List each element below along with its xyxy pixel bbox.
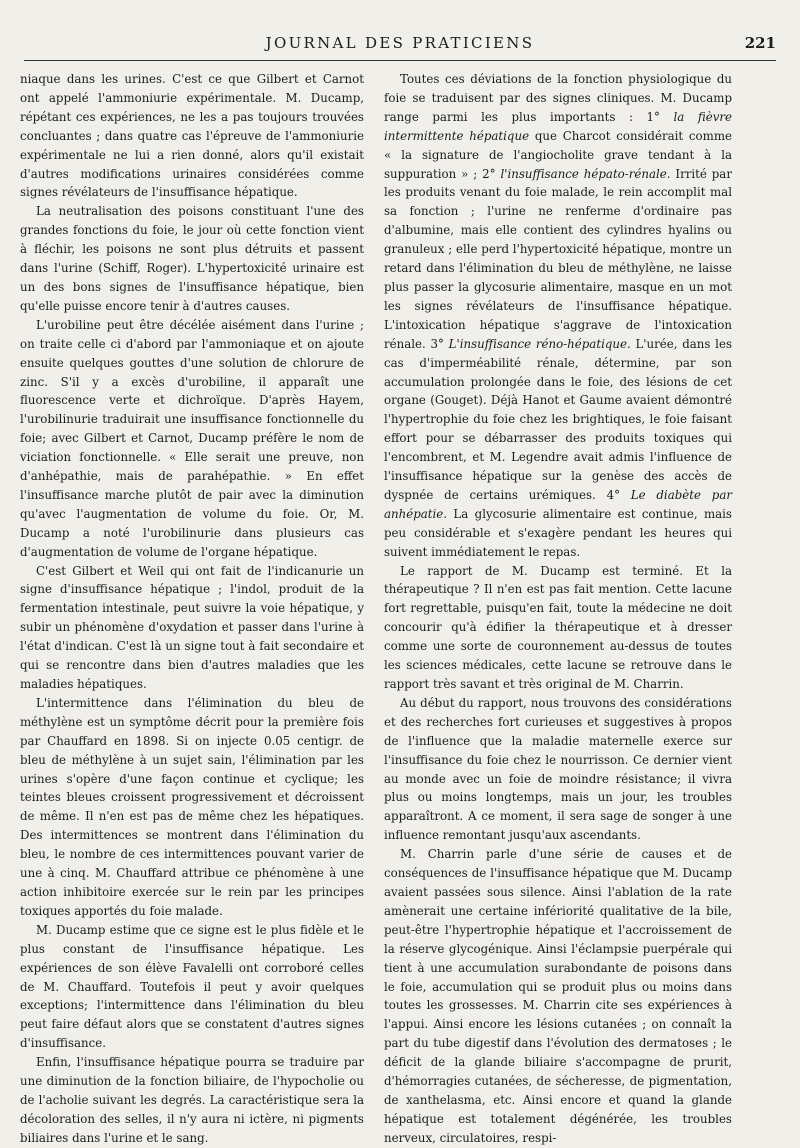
italic-term: Le diabète par anhépatie. (384, 487, 733, 521)
right-column (384, 70, 733, 1145)
paragraph: Enfin, l'insuffisance hépatique pourra se traduire par une diminution de la fonction biliaire, de l'hypocholie ou de l'acholie suivant les degrés. La caractéristique sera la décoloration des selles, il n'y aura ni ictère, ni pigments biliaires dans l'urine et le sang. (20, 1055, 364, 1145)
paragraph: La neutralisation des poisons constituant l'une des grandes fonctions du foie, le jour où cette fonction vient à fléchir, les poisons ne sont plus détruits et passent dans l'urine (Schiff, Roger). L'hypertoxicité urinaire est un des bons signes de l'insuffisance hépatique, bien qu'elle puisse encore tenir à d'autres causes. (20, 204, 364, 313)
italic-term: L'insuffisance réno-hépatique. (448, 336, 631, 351)
left-column (20, 70, 364, 1145)
paragraph: L'intermittence dans l'élimination du bleu de méthylène est un symptôme décrit pour la première fois par Chauffard en 1898. Si on injecte 0.05 centigr. de bleu de méthylène à un sujet sain, l'élimination par les urines s'opère d'une façon continue et cyclique; les teintes bleues croissent progressivement et décroissent de même. Il n'en est pas de même chez les hépatiques. Des intermittences se montrent dans l'élimination du bleu, le nombre de ces intermittences pouvant varier de une à cinq. M. Chauffard attribue ce phénomène à une action inhibitoire exercée sur le rein par les principes toxiques apportés du foie malade. (20, 695, 364, 918)
running-head (0, 34, 800, 58)
text-run: La glycosurie alimentaire est continue, mais peu considérable et s'exagère pendant les heures qui suivent immédiatement le repas. (384, 506, 732, 559)
journal-title: JOURNAL DES PRATICIENS (265, 34, 535, 52)
paragraph: M. Charrin parle d'une série de causes et de conséquences de l'insuffisance hépatique que M. Ducamp avaient passées sous silence. Ainsi l'ablation de la rate amènerait une certaine infériorité qualitative de la bile, peut-être l'hypertrophie hépatique et l'accroissement de la réserve glycogénique. Ainsi l'éclampsie puerpérale qui tient à une accumulation surabondante de poisons dans le foie, accumulation qui se produit plus ou moins dans toutes les grossesses. M. Charrin cite ses expériences à l'appui. Ainsi encore les lésions cutanées ; on connaît la part du tube digestif dans l'évolution des dermatoses ; le déficit de la glande biliaire s'accompagne de prurit, d'hémorragies cutanées, de sécheresse, de pigmentation, de xanthelasma, etc. Ainsi encore et quand la glande hépatique est totalement dégénérée, les troubles nerveux, circulatoires, respi- (384, 847, 732, 1145)
text-run: Toutes ces déviations de la fonction physiologique du foie se traduisent par des signes cliniques. M. Ducamp range parmi les plus importants : 1° (384, 72, 732, 124)
text-run: L'urée, dans les cas d'imperméabilité rénale, détermine, par son accumulation prolongée dans le foie, des lésions de cet organe (Gouget). Déjà Hanot et Gaume avaient démontré l'hypertrophie du foie chez les brightiques, le foie faisant effort pour se débarrasser des produits toxiques qui l'encombrent, et M. Legendre avait admis l'influence de l'insuffisance hépatique sur la genèse des accès de dyspnée de certains urémiques. 4° (384, 336, 732, 502)
paragraph (384, 70, 732, 562)
italic-term: la fièvre intermittente hépatique (384, 109, 732, 143)
italic-term: l'insuffisance hépato-rénale. (500, 166, 671, 181)
paragraph: M. Ducamp estime que ce signe est le plus fidèle et le plus constant de l'insuffisance hépatique. Les expériences de son élève Favalelli ont corroboré celles de M. Chauffard. Toutefois il peut y avoir quelques exceptions; l'intermittence dans l'élimination du bleu peut faire défaut alors que se constatent d'autres signes d'insuffisance. (20, 922, 364, 1051)
paragraph: C'est Gilbert et Weil qui ont fait de l'indicanurie un signe d'insuffisance hépatique ; l'indol, produit de la fermentation intestinale, peut suivre la voie hépatique, y subir un phénomène d'oxydation et passer dans l'urine à l'état d'indican. C'est là un signe tout à fait secondaire et qui se rencontre dans bien d'autres maladies que les maladies hépatiques. (20, 563, 364, 691)
header-rule (24, 60, 776, 61)
page-number: 221 (744, 34, 776, 52)
text-run: Irrité par les produits venant du foie malade, le rein accomplit mal sa fonction ; l'urine ne renferme d'ordinaire pas d'albumine, mais elle contient des cylindres hyalins ou granuleux ; elle perd l'hypertoxicité hépatique, montre un retard dans l'élimination du bleu de méthylène, ne laisse plus passer la glycosurie alimentaire, masque en un mot les signes révélateurs de l'insuffisance hépatique. L'intoxication hépatique s'aggrave de l'intoxication rénale. 3° (384, 166, 732, 351)
paragraph: Au début du rapport, nous trouvons des considérations et des recherches fort curieuses et suggestives à propos de l'influence que la maladie maternelle exerce sur l'insuffisance du foie chez le nourrisson. Ce dernier vient au monde avec un foie de moindre résistance; il vivra plus ou moins longtemps, mais un jour, les troubles apparaîtront. A ce moment, il sera sage de songer à une influence remontant jusqu'aux ascendants. (384, 695, 732, 843)
paragraph: Le rapport de M. Ducamp est terminé. Et la thérapeutique ? Il n'en est pas fait mention. Cette lacune fort regrettable, puisqu'en fait, toute la médecine ne doit concourir qu'à édifier la thérapeutique et à dresser comme une sorte de couronnement au-dessus de toutes les sciences médicales, cette lacune se retrouve dans le rapport très savant et très original de M. Charrin. (384, 563, 732, 691)
paragraph: L'urobiline peut être décélée aisément dans l'urine ; on traite celle ci d'abord par l'ammoniaque et on ajoute ensuite quelques gouttes d'une solution de chlorure de zinc. S'il y a excès d'urobiline, il apparaît une fluorescence verte et dichroïque. D'après Hayem, l'urobilinurie traduirait une insuffisance fonctionnelle du foie; avec Gilbert et Carnot, Ducamp préfère le nom de viciation fonctionnelle. « Elle serait une preuve, non d'anhépathie, mais de parahépathie. » En effet l'insuffisance marche plutôt de pair avec la diminution qu'avec l'augmentation de volume du foie. Or, M. Ducamp a noté l'urobilinurie dans plusieurs cas d'augmentation de volume de l'organe hépatique. (20, 317, 364, 559)
paragraph: niaque dans les urines. C'est ce que Gilbert et Carnot ont appelé l'ammoniurie expérimentale. M. Ducamp, répétant ces expériences, ne les a pas toujours trouvées concluantes ; dans quatre cas l'épreuve de l'ammoniurie expérimentale ne lui a rien donné, alors qu'il existait d'autres modifications urinaires considérées comme signes révélateurs de l'insuffisance hépatique. (20, 72, 364, 200)
text-run: que Charcot considérait comme « la signature de l'angiocholite grave tendant à la suppuration » ; 2° (384, 128, 732, 181)
